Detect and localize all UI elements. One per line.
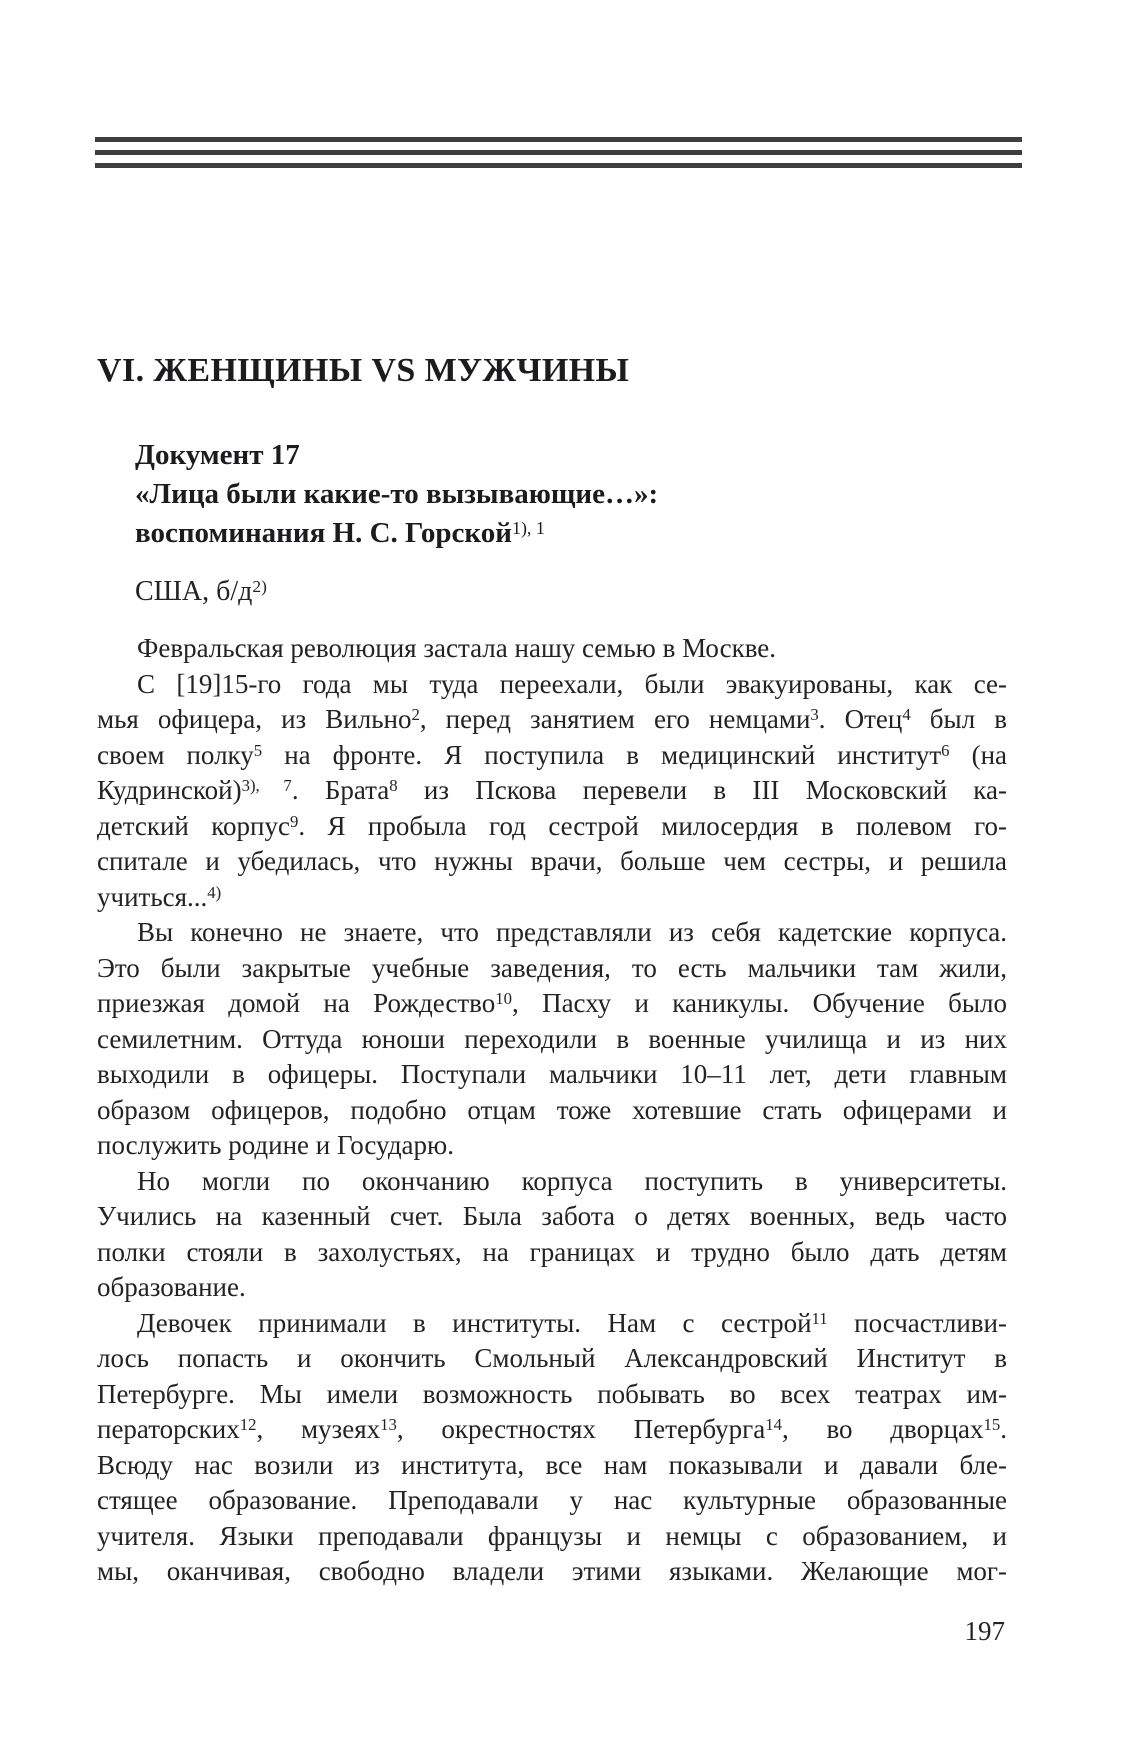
text-line: учиться...$^{4)}$ [97,881,222,912]
text-line: Петербурге. Мы имели возможность побывать во всех театрах им- [97,1378,1007,1409]
text-line: стящее образование. Преподавали у нас культурные образованные [97,1485,1007,1515]
dateline: США, $б/д^{2)}$ [135,576,267,607]
footnote-marker: 5 [253,740,263,760]
paragraph [97,1164,1007,1306]
text-line: мы, оканчивая, свободно владели этими языками. Желающие мог- [97,1556,1007,1586]
header-rule-bar [95,163,1022,168]
chapter-heading: VI. ЖЕНЩИНЫ VS МУЖЧИНЫ [97,352,630,389]
document-body [97,631,1007,1590]
footnote-marker: 2) [252,577,267,597]
page-number: 197 [964,1616,1005,1646]
text-line: Всюду нас возили из института, все нам показывали и давали бле- [97,1449,1007,1480]
paragraph [97,667,1007,916]
footnote-marker: 10 [495,989,512,1009]
footnote-marker: 4) [207,882,222,902]
text-line: своем полку$^5$ на фронте. Я поступила в медицинский институт$^6$ (на [97,739,1007,770]
paragraph [97,1306,1007,1590]
text-line: выходили в офицеры. Поступали мальчики 10–11 лет, дети главным [97,1059,1007,1089]
footnote-marker: 3), 7 [241,776,292,796]
footnote-marker: 14 [765,1415,782,1435]
footnote-marker: 15 [983,1415,1001,1435]
text-line: Но могли по окончанию корпуса поступить в университеты. [137,1165,1007,1196]
text-line: Вы конечно не знаете, что представляли из себя кадетские корпуса. [137,917,1007,947]
text-line: ператорских$^{12}$, музеях$^{13}$, окрестностях Петербурга$^{14}$, во дворцах$^{15}$. [97,1414,1007,1444]
text-line: послужить родине и Государю. [97,1130,454,1160]
footnote-marker: 1), 1 [511,517,545,538]
document-heading-line: Документ 17 [135,439,300,471]
text-line: учителя. Языки преподавали французы и немцы с образованием, и [97,1520,1007,1551]
text-line: детский корпус$^9$. Я пробыла год сестрой милосердия в полевом го- [97,810,1007,841]
document-heading-line: воспоминания Н. С. Горской$^{1), 1}$ [135,517,545,549]
document-heading-line: «Лица были какие-то вызывающие…»: [135,478,659,510]
footnote-marker: 3 [810,705,819,725]
footnote-marker: 13 [380,1415,397,1435]
text-line: образом офицеров, подобно отцам тоже хотевшие стать офицерами и [97,1094,1007,1125]
text-line: семилетним. Оттуда юноши переходили в военные училища и из них [97,1023,1007,1054]
text-line: спитале и убедилась, что нужны врачи, больше чем сестры, и решила [97,846,1007,876]
text-line: полки стояли в захолустьях, на границах и трудно было дать детям [97,1236,1007,1267]
footnote-marker: 9 [289,811,299,831]
header-rule-bar [95,150,1022,155]
header-rule-bar [95,137,1022,142]
text-line: образование. [97,1272,246,1302]
footnote-marker: 6 [941,740,950,760]
text-line: Кудринской)$^{3), 7}$. Брата$^8$ из Пскова перевели в III Московский ка- [97,775,1007,805]
text-line: Февральская революция застала нашу семью в Москве. [137,633,777,663]
text-line: Учились на казенный счет. Была забота о детях военных, ведь часто [97,1201,1007,1231]
header-rule [95,137,1022,168]
text-line: приезжая домой на Рождество$^{10}$, Пасху и каникулы. Обучение было [97,988,1007,1018]
footnote-marker: 2 [411,705,420,725]
text-line: мья офицера, из Вильно$^2$, перед занятием его немцами$^3$. Отец$^4$ был в [97,704,1007,734]
text-line: Это были закрытые учебные заведения, то есть мальчики там жили, [97,952,1007,983]
footnote-marker: 11 [811,1308,828,1328]
text-line: С [19]15-го года мы туда переехали, были эвакуированы, как се- [137,668,1007,699]
footnote-marker: 8 [389,776,398,796]
document-heading [135,436,658,553]
text-line: Девочек принимали в институты. Нам с сестрой$^{11}$ посчастливи- [137,1307,1007,1338]
paragraph [97,915,1007,1164]
footnote-marker: 12 [239,1415,257,1435]
footnote-marker: 4 [902,705,911,725]
paragraph [97,631,1007,667]
text-line: лось попасть и окончить Смольный Александровский Институт в [97,1343,1007,1373]
